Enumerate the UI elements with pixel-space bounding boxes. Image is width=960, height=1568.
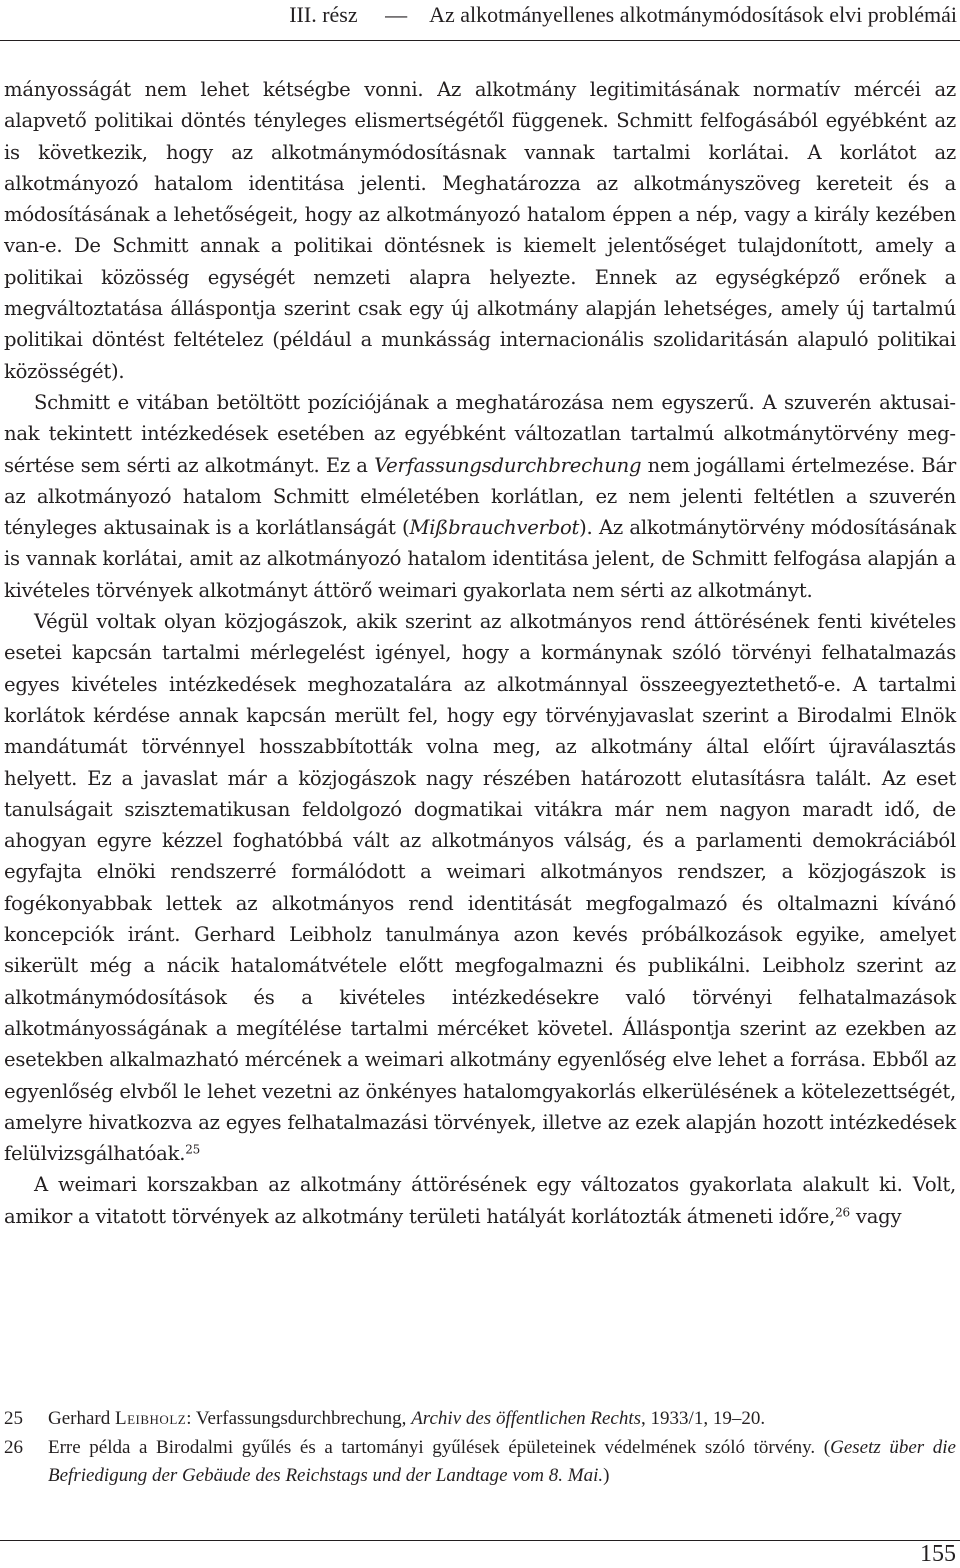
- footnote-text-b: , 1933/1, 19–20.: [641, 1408, 766, 1429]
- footnote-25: [4, 1405, 956, 1433]
- footnotes: [4, 1405, 956, 1491]
- paragraph-2-text-a: Schmitt e vitában betöltött pozíciójának a meghatározása nem egyszerű. A szuverén aktusainak tekintett intézkedések esetében az egyébként változatlan tartalmú alkotmánytörvény megsértése sem sérti az alkotmányt. Ez a: [4, 390, 956, 477]
- footnote-author-last: Leibholz: [115, 1408, 187, 1429]
- footer-rule: [0, 1540, 960, 1541]
- page-number: 155: [920, 1541, 956, 1567]
- running-header: III. rész — Az alkotmányellenes alkotmánymódosítások elvi problémái: [289, 2, 957, 27]
- footnote-ref-25[interactable]: 25: [185, 1142, 200, 1157]
- body-text: [4, 74, 956, 1232]
- footnote-26: [4, 1434, 956, 1490]
- paragraph-2-text-c: ). Az alkotmánytörvény módosításának is vannak korlátai, amit az alkotmányozó hatalom identitása jelent, de Schmitt felfogása alapján a kivételes törvények alkotmányt áttörő weimari gyakorlata nem sérti az alkotmányt.: [4, 516, 956, 602]
- footnote-journal: Archiv des öffentlichen Rechts: [411, 1408, 642, 1429]
- footnote-text-a: : Verfassungsdurchbrechung,: [186, 1408, 412, 1429]
- footnote-text-a: Erre példa a Birodalmi gyűlés és a tartományi gyűlések épületeinek védelmének szóló törvény. (: [48, 1437, 831, 1458]
- paragraph-3: [4, 606, 956, 1169]
- term-verfassungsdurchbrechung: Verfassungsdurchbrechung: [374, 453, 642, 477]
- paragraph-1: [4, 74, 956, 387]
- paragraph-4-text-b: vagy: [849, 1204, 902, 1228]
- term-missbrauchverbot: Mißbrauchverbot: [409, 516, 580, 540]
- footnote-number: 26: [4, 1437, 23, 1458]
- footnote-law-title: Gesetz über die Befriedigung der Gebäude des Reichstags und der Landtage vom 8. Mai.: [48, 1437, 956, 1486]
- footnote-text-b: ): [603, 1465, 610, 1486]
- header-rule: [0, 40, 960, 41]
- footnote-author-first: Gerhard: [48, 1408, 115, 1429]
- paragraph-4: [4, 1169, 956, 1232]
- paragraph-1-text: mányosságát nem lehet kétségbe vonni. Az alkotmány legitimitásának normatív mércéi az alapvető politikai döntés tényleges elismertségétől függenek. Schmitt felfogásából egyébként az is következik, hogy az alkotmánymódosításnak vannak tartalmi korlátai. A korlátot az alkotmányozó hatalom identitása jelenti. Meghatározza az alkotmányszöveg kereteit és a módosításának a lehetőségeit, hogy az alkotmányozó hatalom éppen a nép, vagy a király kezében van-e. De Schmitt annak a politikai döntésnek is kiemelt jelentőséget tulajdonított, amely a politikai közösség egységét nemzeti alapra helyezte. Ennek az egységképző erőnek a megváltoztatása álláspontja szerint csak egy új alkotmány alapján lehetséges, amely új tartalmú politikai döntést feltételez (például a munkásság internacionális szolidaritásán alapuló politikai közösségét).: [4, 78, 956, 383]
- paragraph-3-text: Végül voltak olyan közjogászok, akik szerint az alkotmányos rend áttörésének fenti kivételes esetei kapcsán tartalmi mérlegelést igényel, hogy a kormánynak szóló törvényi felhatalmazás egyes kivételes intézkedések meghozatalára az alkotmánnyal összeegyeztethető-e. A tartalmi korlátok kérdése annak kapcsán merült fel, hogy egy törvényjavaslat szerint a Birodalmi Elnök mandátumát törvénnyel hosszabbították volna meg, az alkotmány által előírt újraválasztás helyett. Ez a javaslat már a közjogászok nagy részében határozott elutasításra talált. Az eset tanulságait szisztematikusan feldolgozó dogmatikai vitákra már nem nagyon maradt idő, de ahogyan egyre kézzel foghatóbbá vált az alkotmányos válság, és a parlamenti demokráciából egyfajta elnöki rendszerré formálódott a weimari alkotmányos rendszer, a közjogászok is fogékonyabbak lettek az alkotmányos rend identitását megfogalmazó és oltalmazni kívánó koncepciók iránt. Gerhard Leibholz tanulmánya azon kevés próbálkozások egyike, amelyet sikerült még a nácik hatalomátvétele előtt megfogalmazni és publikálni. Leibholz szerint az alkotmánymódosítások és a kivételes intézkedésekre való törvényi felhatalmazások alkotmányosságának a megítélése tartalmi mércéket követel. Álláspontja szerint az ezekben az esetekben alkalmazható mércének a weimari alkotmány egyenlőség elve lehet a forrása. Ebből az egyenlőség elvből le lehet vezetni az önkényes hatalomgyakorlás elkerülésének a kötelezettségét, amelyre hivatkozva az egyes felhatalmazási törvények, illetve az ezek alapján hozott intézkedések felülvizsgálhatóak.: [4, 610, 956, 1166]
- footnote-number: 25: [4, 1408, 23, 1429]
- paragraph-2: [4, 387, 956, 606]
- paragraph-2-text-b: nem jogállami értelmezése. Bár az alkotmányozó hatalom Schmitt elméletében korlátlan, ez nem jelenti feltétlen a szuverén tényleges aktusainak is a korlátlanságát (: [4, 453, 956, 540]
- paragraph-4-text-a: A weimari korszakban az alkotmány áttörésének egy változatos gyakorlata alakult ki. Volt, amikor a vitatott törvények az alkotmány területi hatályát korlátozták átmeneti időre,: [4, 1173, 956, 1228]
- footnote-ref-26[interactable]: 26: [835, 1205, 850, 1220]
